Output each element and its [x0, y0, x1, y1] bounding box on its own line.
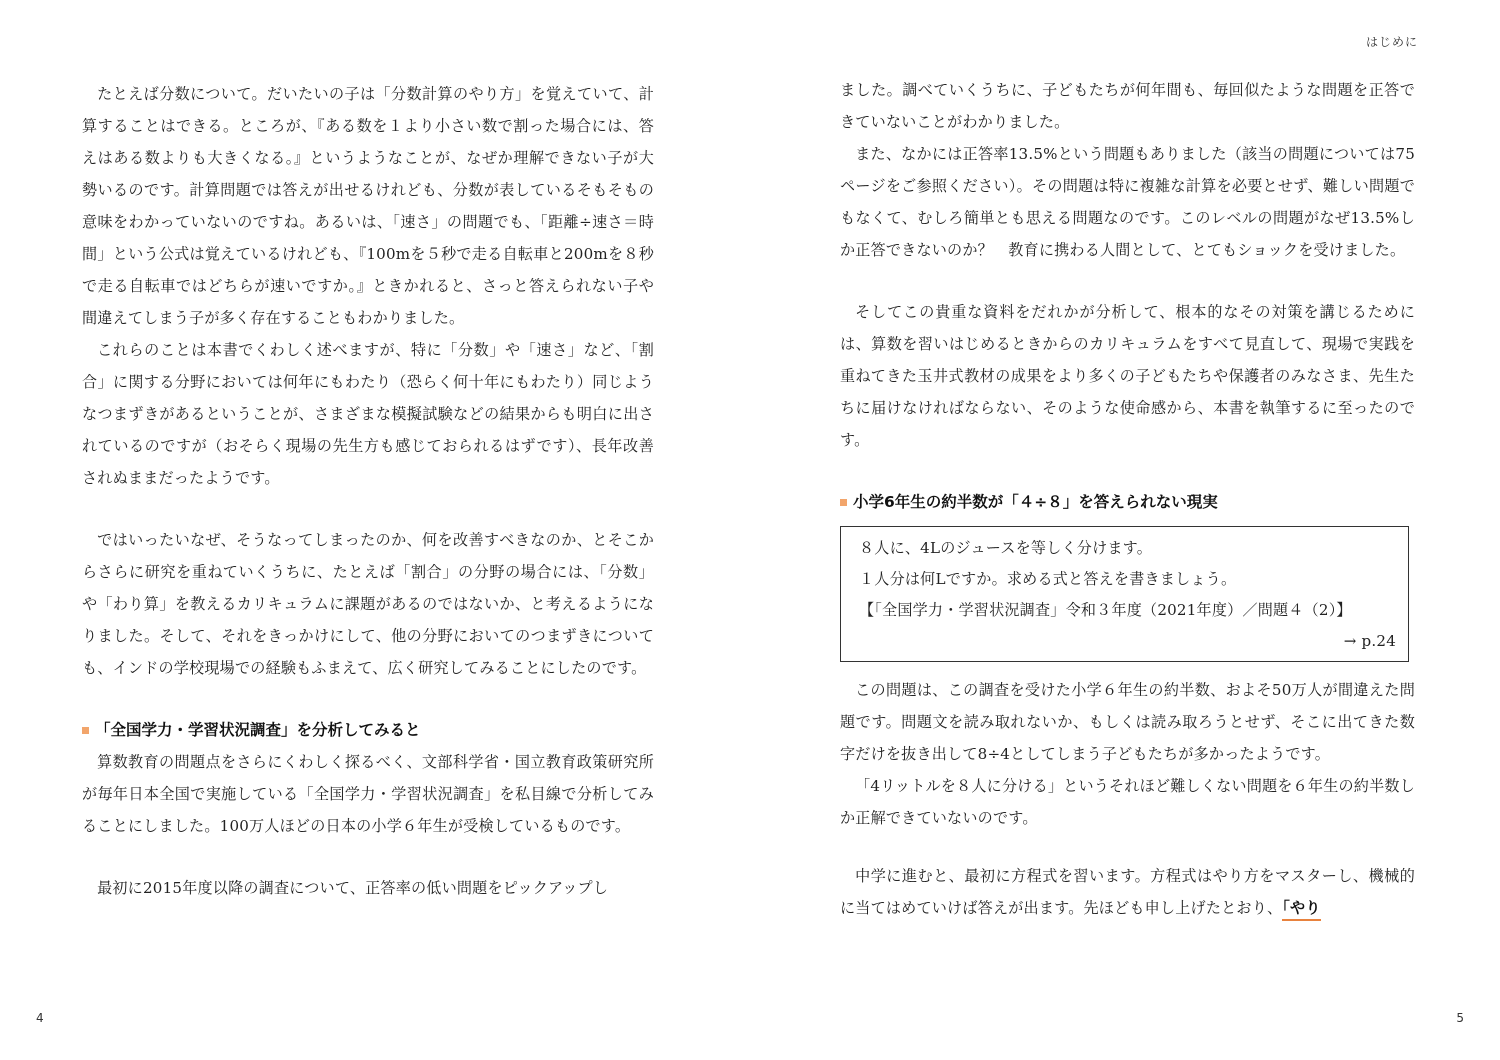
paragraph-text: 中学に進むと、最初に方程式を習います。方程式はやり方をマスターし、機械的に当てはめていけば答えが出ます。先ほども申し上げたとおり、 [840, 867, 1415, 917]
paragraph-spacer [82, 684, 654, 714]
paragraph [840, 860, 1415, 924]
page-number-right: 5 [1456, 1011, 1464, 1025]
paragraph-spacer [82, 842, 654, 872]
paragraph-spacer [840, 834, 1415, 860]
paragraph-spacer [840, 266, 1415, 296]
problem-source: 【「全国学力・学習状況調査」令和３年度（2021年度）／問題４（2）】 [859, 601, 1352, 619]
problem-line: ８人に、4Lのジュースを等しく分けます。 [859, 539, 1153, 557]
paragraph: ではいったいなぜ、そうなってしまったのか、何を改善すべきなのか、とそこからさらに研究を重ねていくうちに、たとえば「割合」の分野の場合には、「分数」や「わり算」を教えるカリキュラムに課題があるのではないか、と考えるようになりました。そして、それをきっかけにして、他の分野においてのつまずきについても、インドの学校現場での経験もふまえて、広く研究してみることにしたのです。 [82, 531, 654, 677]
paragraph-spacer [840, 456, 1415, 486]
paragraph-continued: ました。調べていくうちに、子どもたちが何年間も、毎回似たような問題を正答できていないことがわかりました。 [840, 81, 1415, 131]
paragraph: 「4リットルを８人に分ける」というそれほど難しくない問題を６年生の約半数しか正解できていないのです。 [840, 777, 1415, 827]
section-heading [82, 714, 654, 746]
right-page [750, 0, 1500, 1060]
section-heading-text: 小学6年生の約半数が「４÷８」を答えられない現実 [853, 493, 1218, 511]
problem-box [840, 526, 1409, 662]
problem-line: １人分は何Lですか。求める式と答えを書きましょう。 [859, 570, 1237, 588]
running-header: はじめに [1365, 35, 1418, 49]
paragraph: 最初に2015年度以降の調査について、正答率の低い問題をピックアップし [97, 879, 609, 897]
highlighted-phrase: 「やり [1282, 899, 1320, 921]
right-page-body [840, 74, 1415, 924]
square-bullet-icon [840, 499, 847, 506]
page-reference: → p.24 [1343, 632, 1396, 650]
paragraph: そしてこの貴重な資料をだれかが分析して、根本的なその対策を講じるためには、算数を習いはじめるときからのカリキュラムをすべて見直して、現場で実践を重ねてきた玉井式教材の成果をより多くの子どもたちや保護者のみなさま、先生たちに届けなければならない、そのような使命感から、本書を執筆するに至ったのです。 [840, 303, 1415, 449]
paragraph: この問題は、この調査を受けた小学６年生の約半数、およそ50万人が間違えた問題です。問題文を読み取れないか、もしくは読み取ろうとせず、そこに出てきた数字だけを抜き出して8÷4としてしまう子どもたちが多かったようです。 [840, 681, 1415, 763]
paragraph: 算数教育の問題点をさらにくわしく探るべく、文部科学省・国立教育政策研究所が毎年日本全国で実施している「全国学力・学習状況調査」を私目線で分析してみることにしました。100万人ほどの日本の小学６年生が受検しているものです。 [82, 753, 654, 835]
paragraph: たとえば分数について。だいたいの子は「分数計算のやり方」を覚えていて、計算することはできる。ところが、『ある数を１より小さい数で割った場合には、答えはある数よりも大きくなる。』というようなことが、なぜか理解できない子が大勢いるのです。計算問題では答えが出せるけれども、分数が表しているそもそもの意味をわかっていないのですね。あるいは、「速さ」の問題でも、「距離÷速さ＝時間」という公式は覚えているけれども、『100mを５秒で走る自転車と200mを８秒で走る自転車ではどちらが速いですか。』ときかれると、さっと答えられない子や間違えてしまう子が多く存在することもわかりました。 [82, 85, 654, 327]
left-page-body [82, 78, 654, 904]
square-bullet-icon [82, 727, 89, 734]
paragraph: また、なかには正答率13.5%という問題もありました（該当の問題については75ページをご参照ください）。その問題は特に複雑な計算を必要とせず、難しい問題でもなくて、むしろ簡単とも思える問題なのです。このレベルの問題がなぜ13.5%しか正答できないのか？ 教育に携わる人間として、とてもショックを受けました。 [840, 145, 1415, 259]
section-heading [840, 486, 1415, 518]
paragraph: これらのことは本書でくわしく述べますが、特に「分数」や「速さ」など、「割合」に関する分野においては何年にもわたり（恐らく何十年にもわたり）同じようなつまずきがあるということが、さまざまな模擬試験などの結果からも明白に出されているのですが（おそらく現場の先生方も感じておられるはずです）、長年改善されぬままだったようです。 [82, 341, 654, 487]
page-number-left: 4 [36, 1011, 44, 1025]
section-heading-text: 「全国学力・学習状況調査」を分析してみると [95, 721, 421, 739]
paragraph-spacer [82, 494, 654, 524]
